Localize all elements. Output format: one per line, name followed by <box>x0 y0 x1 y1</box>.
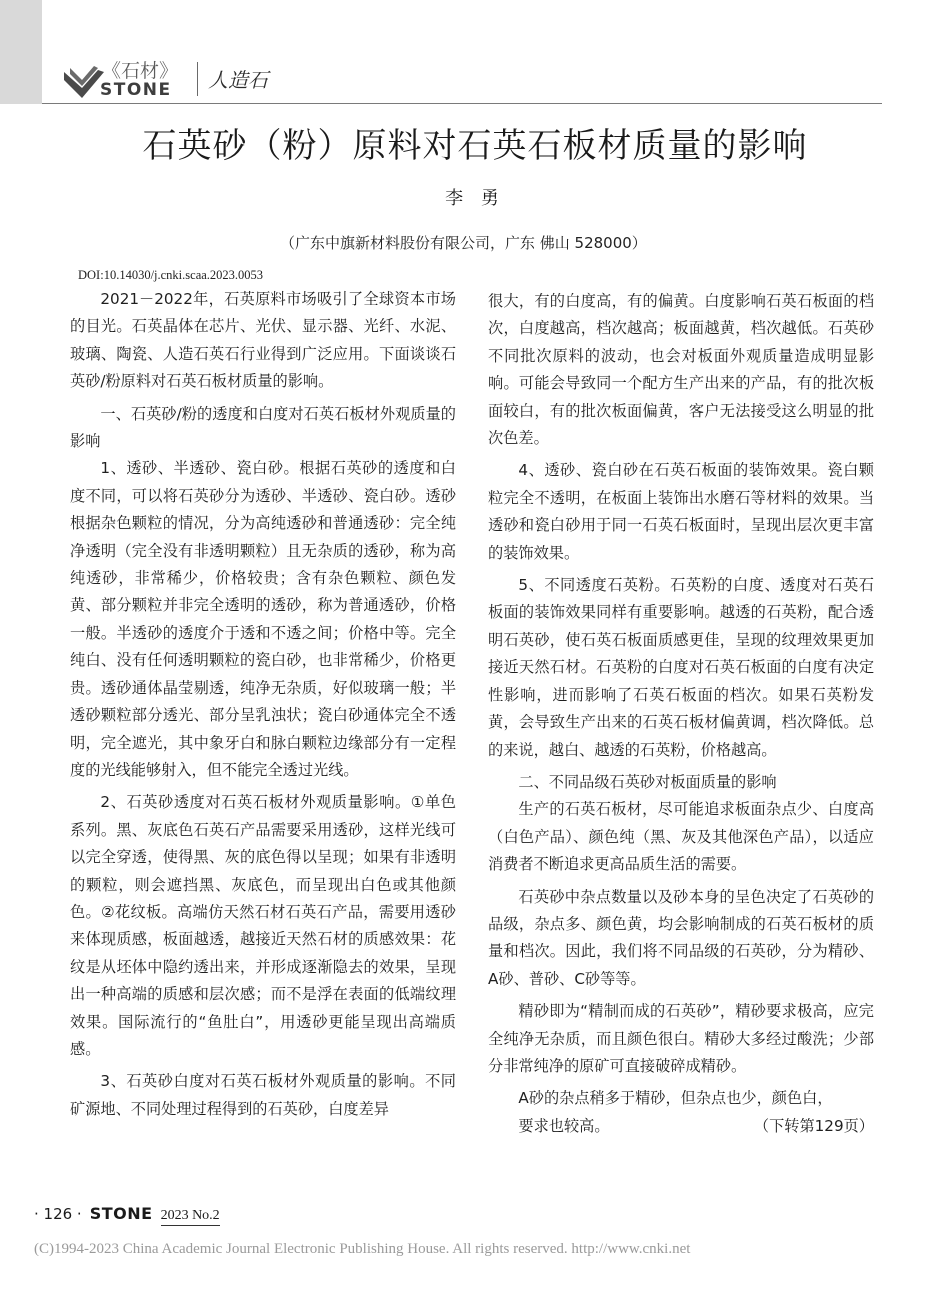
header-separator <box>197 62 198 96</box>
article-title: 石英砂（粉）原料对石英石板材质量的影响 <box>142 126 808 166</box>
section-heading: 二、不同品级石英砂对板面质量的影响 <box>518 772 777 791</box>
footer-journal: STONE <box>89 1204 153 1223</box>
paragraph-tail <box>488 1113 874 1140</box>
paragraph: 石英砂中杂点数量以及砂本身的呈色决定了石英砂的品级，杂点多、颜色黄，均会影响制成的石英石板材的质量和档次。因此，我们将不同品级的石英砂，分为精砂、A砂、普砂、C砂等等。 <box>488 887 874 988</box>
header-rule <box>42 103 882 104</box>
article-author: 李 勇 <box>445 188 505 209</box>
paragraph: 精砂即为“精制而成的石英砂”，精砂要求极高，应完全纯净无杂质，而且颜色很白。精砂大多经过酸洗；少部分非常纯净的原矿可直接破碎成精砂。 <box>488 1002 874 1075</box>
paragraph: 5、不同透度石英粉。石英粉的白度、透度对石英石板面的装饰效果同样有重要影响。越透的石英粉，配合透明石英砂，使石英石板面质感更佳，呈现的纹理效果更加接近天然石材。石英粉的白度对石英石板面的白度有决定性影响，进而影响了石英石板面的档次。如果石英粉发黄，会导致生产出来的石英石板材偏黄调，档次降低。总的来说，越白、越透的石英粉，价格越高。 <box>488 576 874 759</box>
paragraph: A砂的杂点稍多于精砂，但杂点也少，颜色白， <box>518 1089 833 1108</box>
page-number: · 126 · <box>34 1205 82 1223</box>
author-affiliation: （广东中旗新材料股份有限公司，广东 佛山 528000） <box>280 234 647 252</box>
page-footer <box>34 1204 220 1226</box>
paragraph: 2021－2022年，石英原料市场吸引了全球资本市场的目光。石英晶体在芯片、光伏、显示器、光纤、水泥、玻璃、陶瓷、人造石英石行业得到广泛应用。下面谈谈石英砂/粉原料对石英石板材质量的影响。 <box>70 290 456 391</box>
continued-note: （下转第129页） <box>753 1116 874 1135</box>
last-line: 要求也较高。 <box>518 1116 610 1135</box>
section-heading: 一、石英砂/粉的透度和白度对石英石板材外观质量的影响 <box>70 404 456 451</box>
magazine-name-en: STONE <box>100 80 172 100</box>
paragraph: 很大，有的白度高，有的偏黄。白度影响石英石板面的档次，白度越高，档次越高；板面越黄，档次越低。石英砂不同批次原料的波动，也会对板面外观质量造成明显影响。可能会导致同一个配方生产出来的产品，有的批次板面较白，有的批次板面偏黄，客户无法接受这么明显的批次色差。 <box>488 292 874 448</box>
paragraph: 4、透砂、瓷白砂在石英石板面的装饰效果。瓷白颗粒完全不透明，在板面上装饰出水磨石等材料的效果。当透砂和瓷白砂用于同一石英石板面时，呈现出层次更丰富的装饰效果。 <box>488 461 874 562</box>
magazine-name-cn: 《石材》 <box>102 60 179 82</box>
right-column <box>488 288 874 1145</box>
doi: DOI:10.14030/j.cnki.scaa.2023.0053 <box>78 268 264 282</box>
column-name: 人造石 <box>208 68 268 92</box>
paragraph: 1、透砂、半透砂、瓷白砂。根据石英砂的透度和白度不同，可以将石英砂分为透砂、半透砂、瓷白砂。透砂根据杂色颗粒的情况，分为高纯透砂和普通透砂：完全纯净透明（完全没有非透明颗粒）且无杂质的透砂，称为高纯透砂，非常稀少，价格较贵；含有杂色颗粒、颜色发黄、部分颗粒并非完全透明的透砂，称为普通透砂，价格一般。半透砂的透度介于透和不透之间；价格中等。完全纯白、没有任何透明颗粒的瓷白砂，也非常稀少，价格更贵。透砂通体晶莹剔透，纯净无杂质，好似玻璃一般；半透砂颗粒部分透光、部分呈乳浊状；瓷白砂通体完全不透明，完全遮光，其中象牙白和脉白颗粒边缘部分有一定程度的光线能够射入，但不能完全透过光线。 <box>70 459 456 779</box>
footer-issue: 2023 No.2 <box>161 1208 220 1226</box>
header-gray-band <box>0 0 42 104</box>
copyright-line: (C)1994-2023 China Academic Journal Electronic Publishing House. All rights reserved. http://www.cnki.net <box>34 1241 691 1257</box>
paragraph: 生产的石英石板材，尽可能追求板面杂点少、白度高（白色产品）、颜色纯（黑、灰及其他深色产品），以适应消费者不断追求更高品质生活的需要。 <box>488 800 874 874</box>
magazine-logo <box>62 58 192 102</box>
paragraph: 3、石英砂白度对石英石板材外观质量的影响。不同矿源地、不同处理过程得到的石英砂，白度差异 <box>70 1072 456 1118</box>
left-column <box>70 286 456 1128</box>
paragraph: 2、石英砂透度对石英石板材外观质量影响。①单色系列。黑、灰底色石英石产品需要采用透砂，这样光线可以完全穿透，使得黑、灰的底色得以呈现；如果有非透明的颗粒，则会遮挡黑、灰底色，而呈现出白色或其他颜色。②花纹板。高端仿天然石材石英石产品，需要用透砂来体现质感，板面越透，越接近天然石材的质感效果：花纹是从坯体中隐约透出来，并形成逐渐隐去的效果，呈现出一种高端的质感和层次感；而不是浮在表面的低端纹理效果。国际流行的“鱼肚白”，用透砂更能呈现出高端质感。 <box>70 793 456 1058</box>
